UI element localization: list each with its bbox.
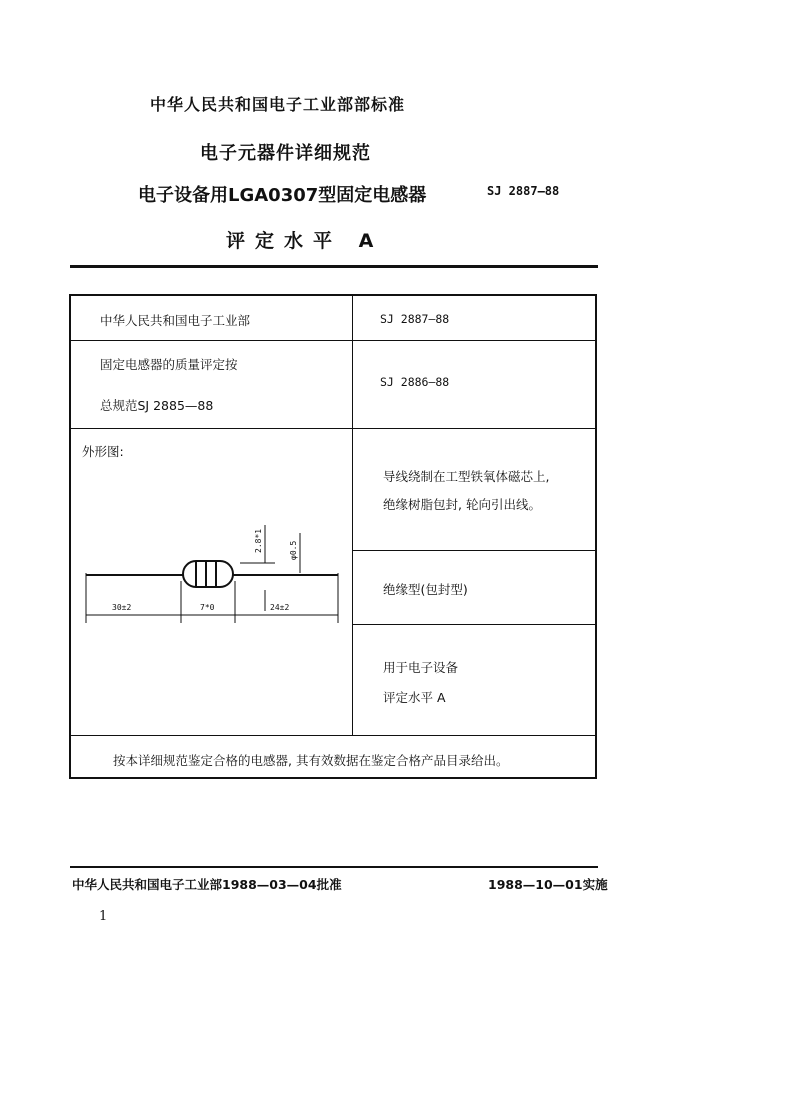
dim-left-label: 30±2 [112,603,132,612]
basis-line-1: 固定电感器的质量评定按 [100,357,238,372]
assessment-level-title: 评定水平 A [226,230,384,252]
construction-line-2: 绝缘树脂包封, 轮向引出线。 [383,497,541,512]
usage-cell: 用于电子设备 [383,660,459,675]
table-divider-right-b [352,624,595,625]
basis-line-2: 总规范SJ 2885—88 [100,398,214,413]
header-rule [70,265,598,268]
issuer-cell: 中华人民共和国电子工业部 [100,313,251,328]
table-divider-row1-right [352,340,595,341]
page-number: 1 [99,909,108,924]
table-divider-bottom [71,735,595,736]
table-divider-row1-left [71,340,352,341]
approval-line: 中华人民共和国电子工业部1988—03—04批准 [72,877,342,892]
inductor-outline-drawing [80,515,345,630]
construction-line-1: 导线绕制在工型铁氧体磁芯上, [383,469,550,484]
ministry-standard-title: 中华人民共和国电子工业部部标准 [150,95,406,114]
product-title: 电子设备用LGA0307型固定电感器 [138,185,427,206]
dim-body-label: 7*0 [200,603,215,612]
inductor-body [183,561,233,587]
sectional-spec-cell: SJ 2886—88 [380,375,450,389]
table-divider-right-a [352,550,595,551]
outline-label: 外形图: [82,444,124,459]
table-divider-vertical [352,296,353,735]
spec-number-cell: SJ 2887—88 [380,312,450,326]
dim-lead-label: φ0.5 [289,540,298,560]
level-cell: 评定水平 A [383,690,446,705]
dim-right-label: 24±2 [270,603,290,612]
bottom-note: 按本详细规范鉴定合格的电感器, 其有效数据在鉴定合格产品目录给出。 [113,753,509,768]
dim-height-label: 2.8*1 [254,528,263,553]
table-divider-row2 [71,428,595,429]
standard-number: SJ 2887—88 [487,184,560,198]
type-description: 绝缘型(包封型) [383,582,468,597]
footer-rule [70,866,598,868]
effective-date: 1988—10—01实施 [488,877,608,892]
spec-title: 电子元器件详细规范 [200,143,371,164]
